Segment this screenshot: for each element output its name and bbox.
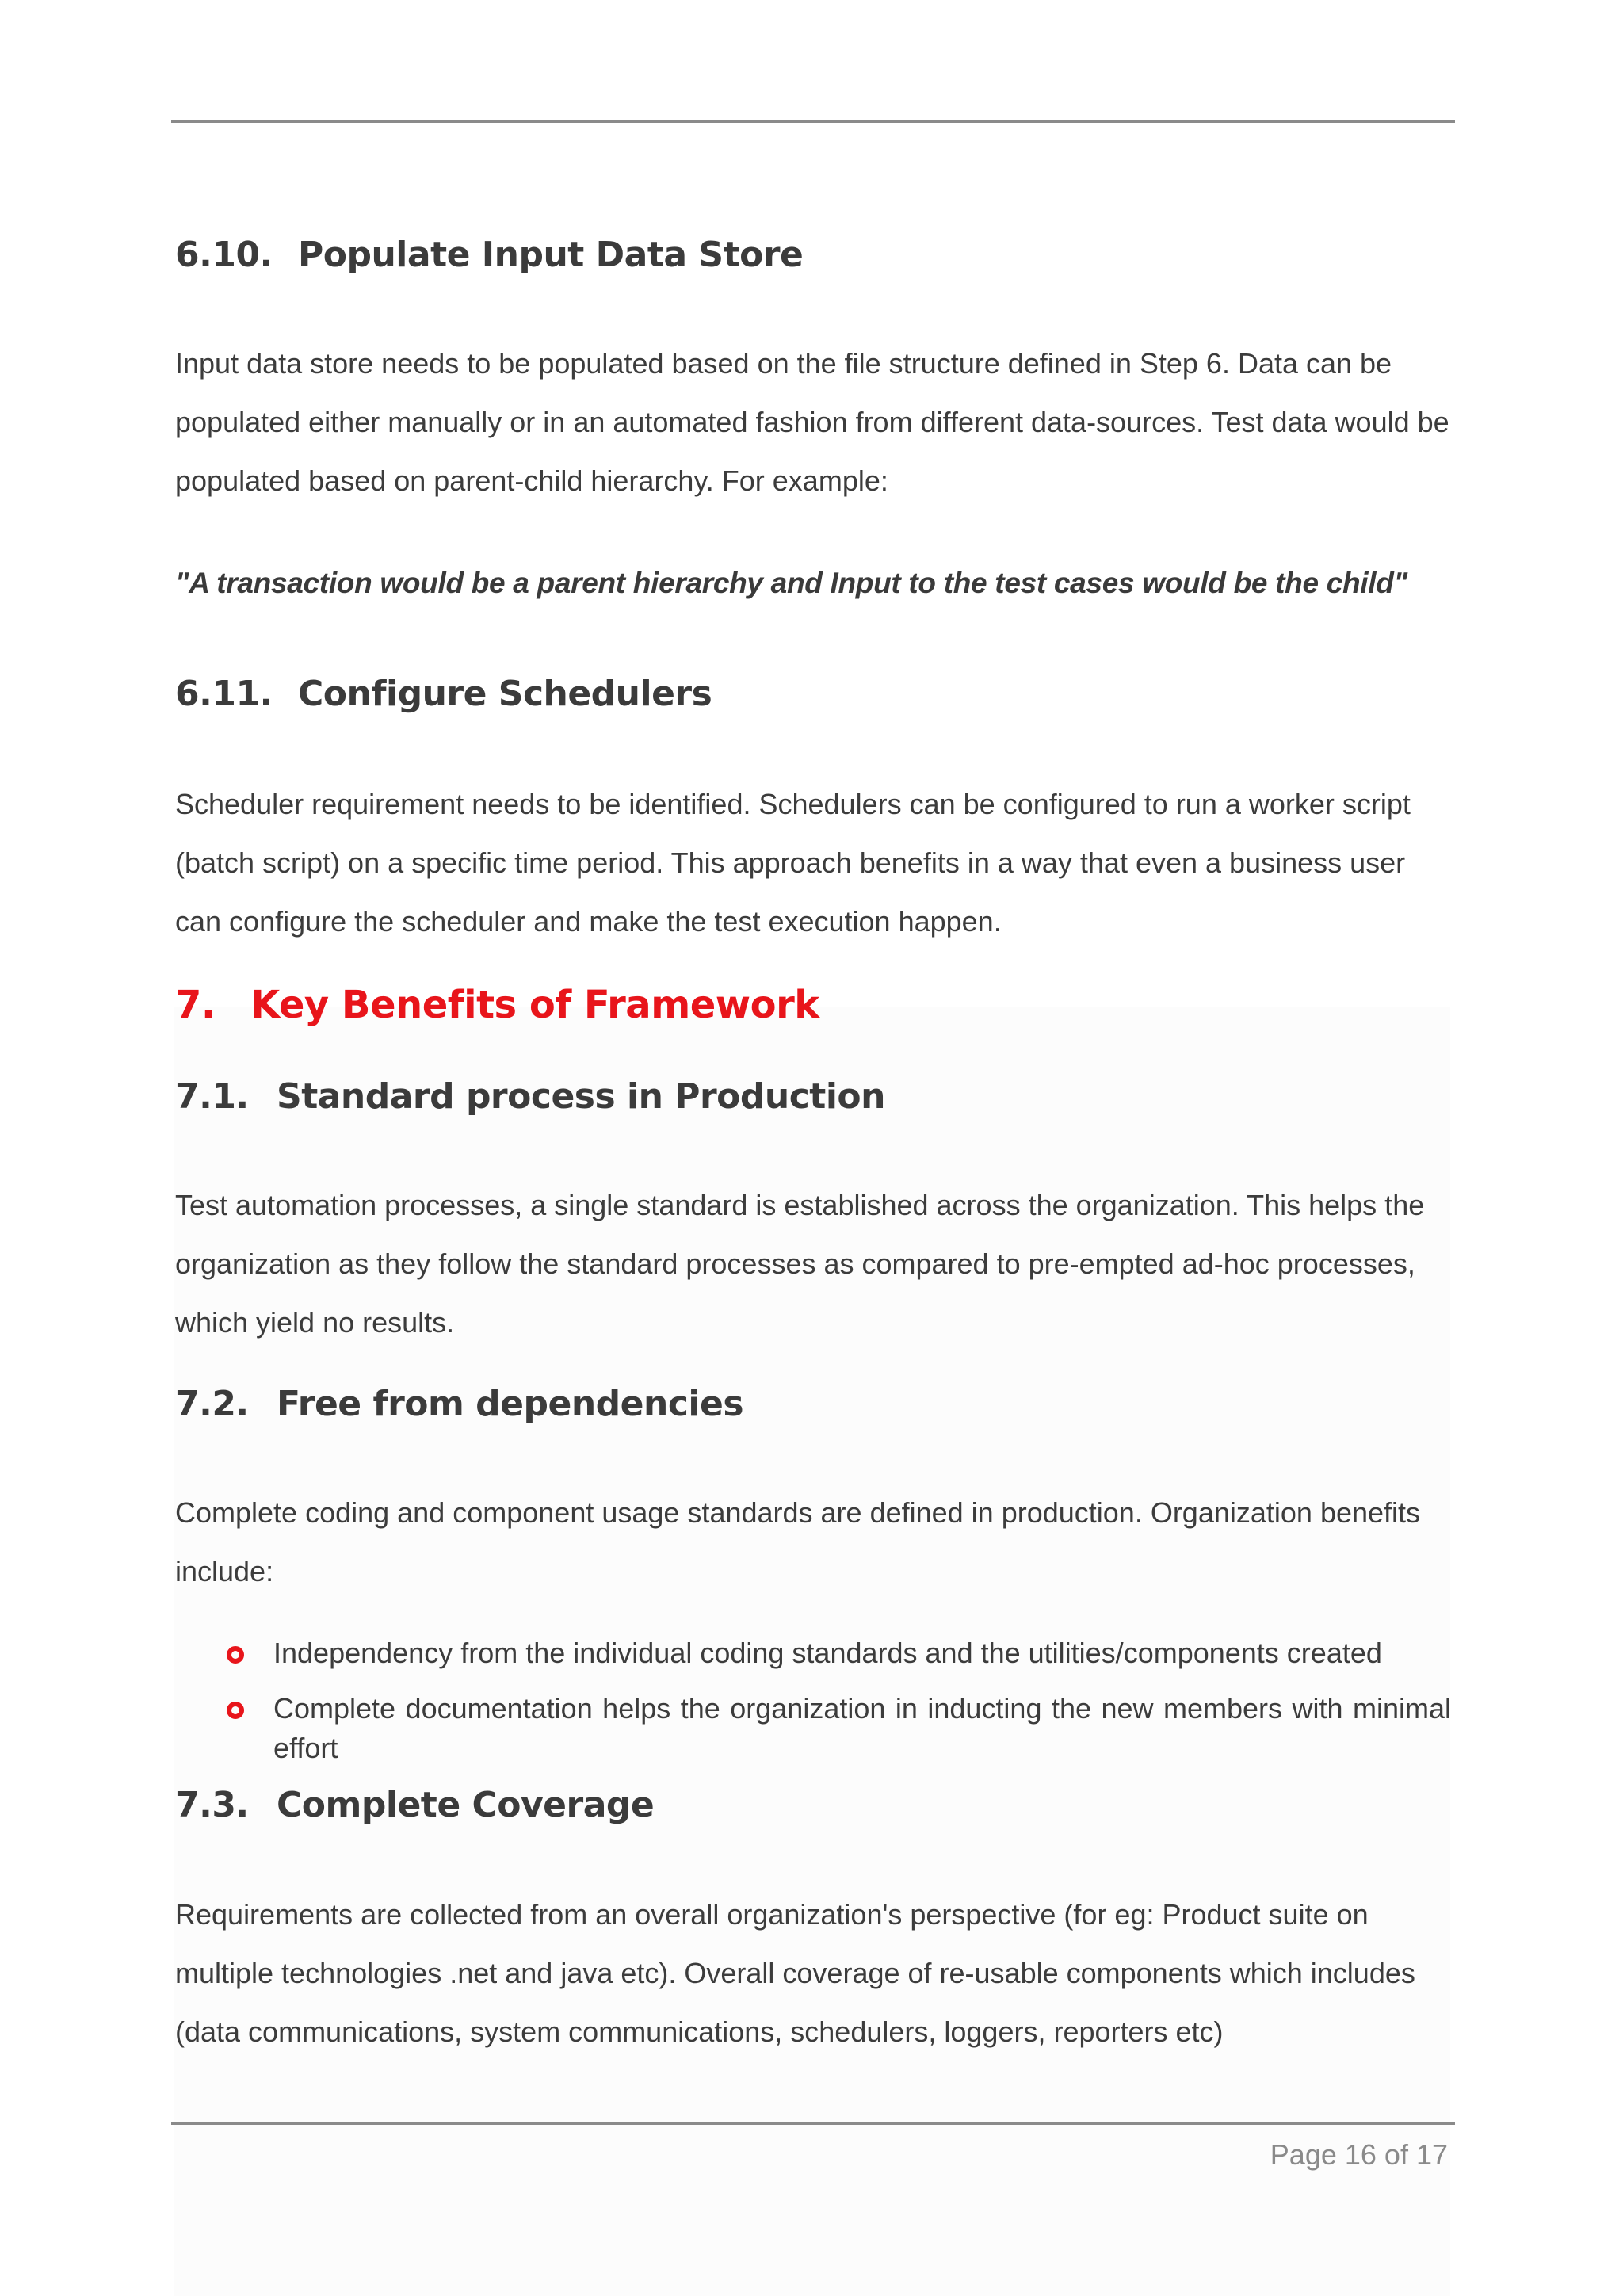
paragraph-6-10: Input data store needs to be populated based on the file structure defined in Step 6. Data can be populated either manually or in an automated fashion from different data-sources. Test data would be populated based on parent-child hierarchy. For example:	[175, 347, 1449, 497]
header-rule	[171, 120, 1455, 123]
list-item	[227, 1633, 1451, 1673]
section-heading-7-3	[175, 1785, 654, 1825]
page-number: Page 16 of 17	[1270, 2138, 1448, 2171]
chapter-title: Key Benefits of Framework	[250, 983, 819, 1027]
chapter-heading-7	[175, 983, 819, 1027]
section-title: Standard process in Production	[277, 1076, 885, 1117]
section-title: Complete Coverage	[277, 1785, 655, 1825]
benefits-list	[227, 1633, 1451, 1784]
paragraph-7-2: Complete coding and component usage standards are defined in production. Organization benefits include:	[175, 1496, 1421, 1587]
section-heading-7-1	[175, 1076, 885, 1117]
chapter-number: 7.	[175, 983, 216, 1027]
section-title: Free from dependencies	[277, 1384, 744, 1424]
list-item	[227, 1689, 1451, 1768]
paragraph-7-3: Requirements are collected from an overall organization's perspective (for eg: Product suite on multiple technologies .net and java etc). Overall coverage of re-usable components which includes (data communications, system communications, schedulers, loggers, reporters etc)	[175, 1898, 1415, 2048]
list-item-text: Complete documentation helps the organization in inducting the new members with minimal effort	[273, 1692, 1451, 1764]
list-item-text: Independency from the individual coding standards and the utilities/components created	[273, 1637, 1382, 1669]
section-number: 6.10.	[175, 235, 273, 275]
section-number: 6.11.	[175, 674, 273, 714]
example-quote: "A transaction would be a parent hierarchy and Input to the test cases would be the child"	[175, 567, 1407, 599]
paragraph-6-11: Scheduler requirement needs to be identified. Schedulers can be configured to run a worker script (batch script) on a specific time period. This approach benefits in a way that even a business user can configure the scheduler and make the test execution happen.	[175, 788, 1411, 938]
section-heading-6-10	[175, 235, 803, 275]
section-title: Populate Input Data Store	[298, 235, 804, 275]
section-heading-7-2	[175, 1384, 743, 1424]
ring-bullet-icon	[227, 1646, 244, 1664]
footer-rule	[171, 2122, 1455, 2125]
section-number: 7.1.	[175, 1076, 249, 1117]
section-title: Configure Schedulers	[298, 674, 712, 714]
section-number: 7.3.	[175, 1785, 249, 1825]
section-heading-6-11	[175, 674, 712, 714]
paragraph-7-1: Test automation processes, a single standard is established across the organization. This helps the organization as they follow the standard processes as compared to pre-empted ad-hoc processes, which yield no results.	[175, 1189, 1425, 1339]
section-number: 7.2.	[175, 1384, 249, 1424]
ring-bullet-icon	[227, 1702, 244, 1719]
